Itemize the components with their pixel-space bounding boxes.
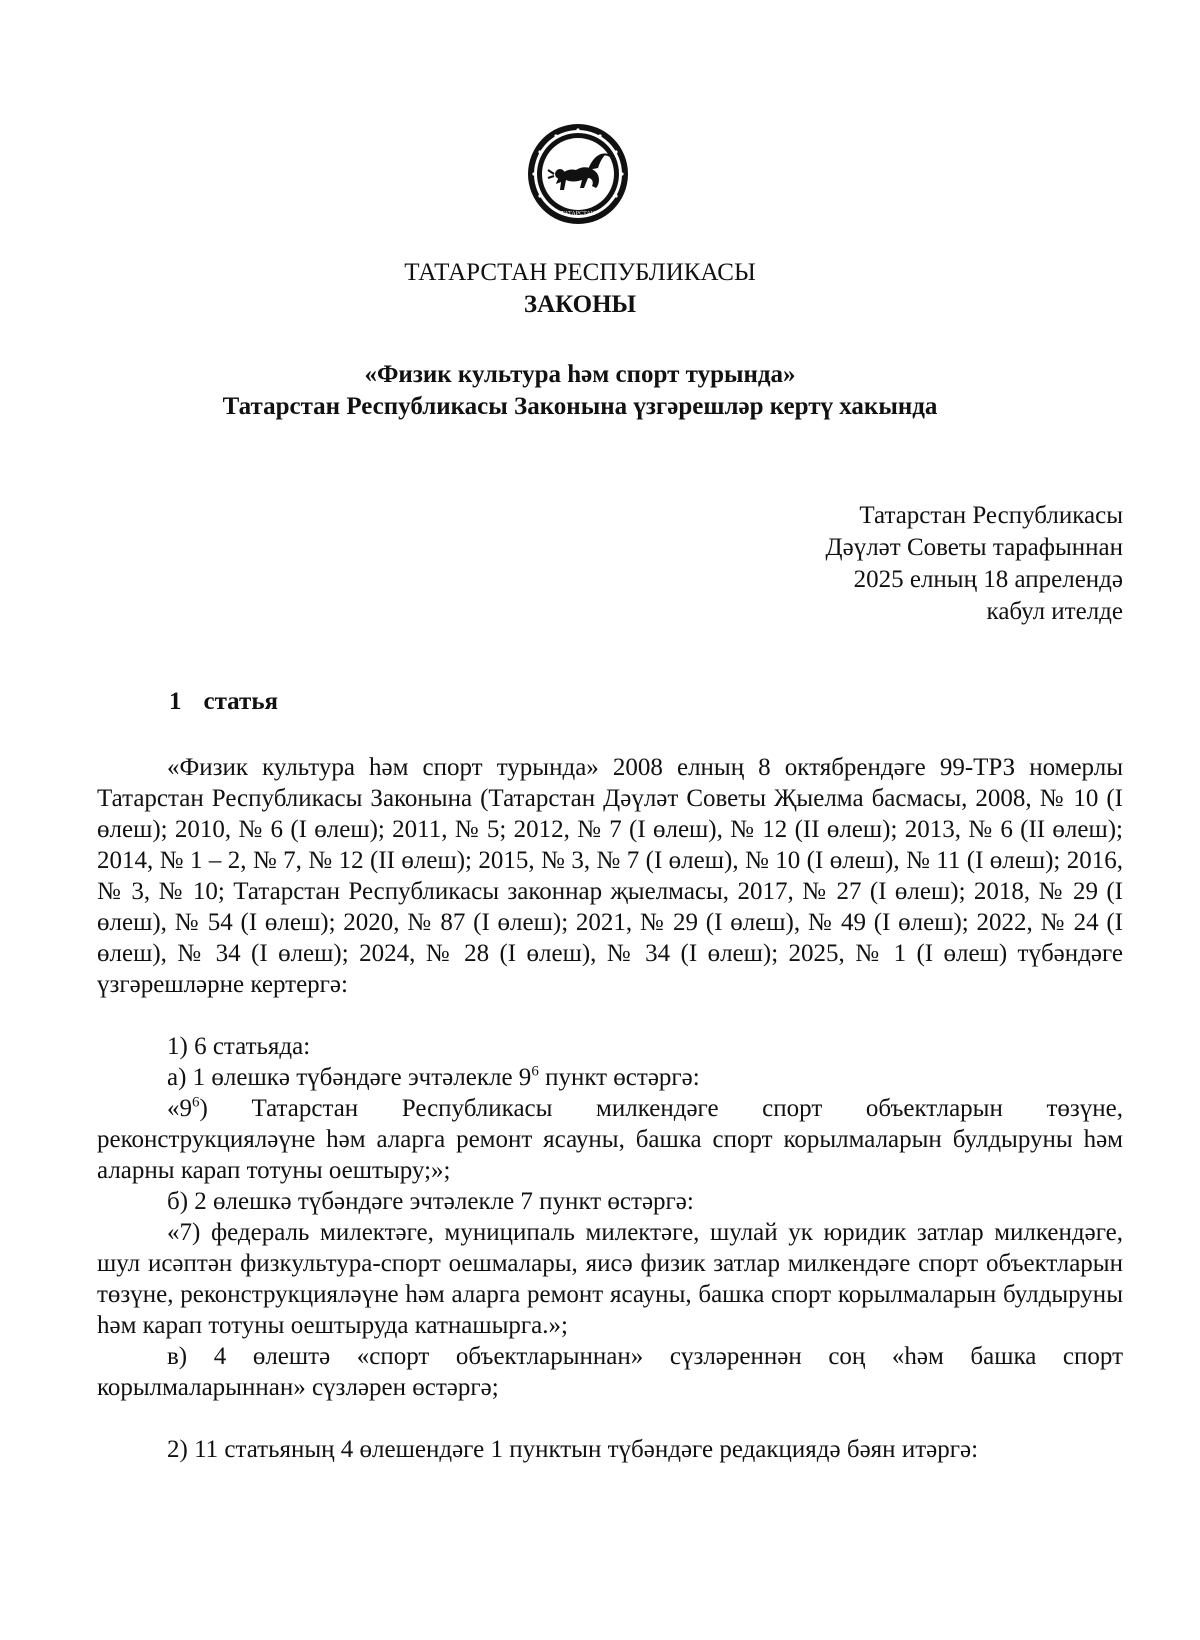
item-1: 1) 6 статьяда: (167, 1033, 311, 1060)
adoption-line: Татарстан Республикасы (859, 502, 1123, 529)
article-heading (169, 688, 278, 716)
item-1b: б) 2 өлешкә түбәндәге эчтәлекле 7 пункт өстәргә: (167, 1188, 694, 1215)
adoption-line: кабул ителде (986, 598, 1123, 625)
law-heading: ЗАКОНЫ (523, 291, 637, 318)
svg-text:ТАТАРСТАН: ТАТАРСТАН (560, 211, 596, 217)
law-title-line1: «Физик культура һәм спорт турында» (364, 361, 796, 388)
adoption-line: Дәүләт Советы тарафыннан (825, 534, 1123, 561)
quote-7: «7) федераль милектәге, муниципаль милектәге, шулай ук юридик затлар милкендәге, шул исәптән физкультура-спорт оешмалары, яисә физик затлар милкендәге спорт объектларын төзүне, реконструкцияләүне һәм аларга ремонт ясауны, башка спорт корылмаларын булдыруны һәм карап тотуны оештыруда катнашырга.»; (97, 1219, 1123, 1339)
tatarstan-coat-of-arms-icon (526, 122, 630, 226)
law-title-line2: Татарстан Республикасы Законына үзгәрешләр кертү хакында (222, 393, 938, 420)
quote-9-6: «$9^6$) Татарстан Республикасы милкендәге спорт объектларын төзүне, реконструкцияләүне һәм аларга ремонт ясауны, башка спорт корылмаларын булдыруны һәм аларны карап тотуны оештыру;»; (97, 1094, 1123, 1184)
intro-paragraph: «Физик культура һәм спорт турында» 2008 елның 8 октябрендәге 99-ТРЗ номерлы Татарстан Республикасы Законына (Татарстан Дәүләт Советы Җыелма басмасы, 2008, № 10 (I өлеш); 2010, № 6 (I өлеш); 2011, № 5; 2012, № 7 (I өлеш), № 12 (II өлеш); 2013, № 6 (II өлеш); 2014, № 1 – 2, № 7, № 12 (II өлеш); 2015, № 3, № 7 (I өлеш), № 10 (I өлеш), № 11 (I өлеш); 2016, № 3, № 10; Татарстан Республикасы законнар җыелмасы, 2017, № 27 (I өлеш); 2018, № 29 (I өлеш), № 54 (I өлеш); 2020, № 87 (I өлеш); 2021, № 29 (I өлеш), № 49 (I өлеш); 2022, № 24 (I өлеш), № 34 (I өлеш); 2024, № 28 (I өлеш), № 34 (I өлеш); 2025, № 1 (I өлеш) түбәндәге үзгәрешләрне кертергә: (97, 754, 1123, 998)
adoption-block (826, 500, 1123, 628)
item-2: 2) 11 статьяның 4 өлешендәге 1 пунктын түбәндәге редакциядә бәян итәргә: (167, 1436, 979, 1463)
article-body (97, 752, 1123, 1465)
item-1c: в) 4 өлештә «спорт объектларыннан» сүзләреннән соң «һәм башка спорт корылмаларыннан» сүзләрен өстәргә; (97, 1343, 1123, 1401)
republic-name: ТАТАРСТАН РЕСПУБЛИКАСЫ (404, 259, 756, 286)
article-label: статья (203, 688, 279, 715)
article-number: 1 (169, 688, 182, 715)
adoption-line: 2025 елның 18 апрелендә (853, 566, 1123, 593)
item-1a: а) 1 өлешкә түбәндәге эчтәлекле $9^6$ пункт өстәргә: (167, 1063, 700, 1091)
